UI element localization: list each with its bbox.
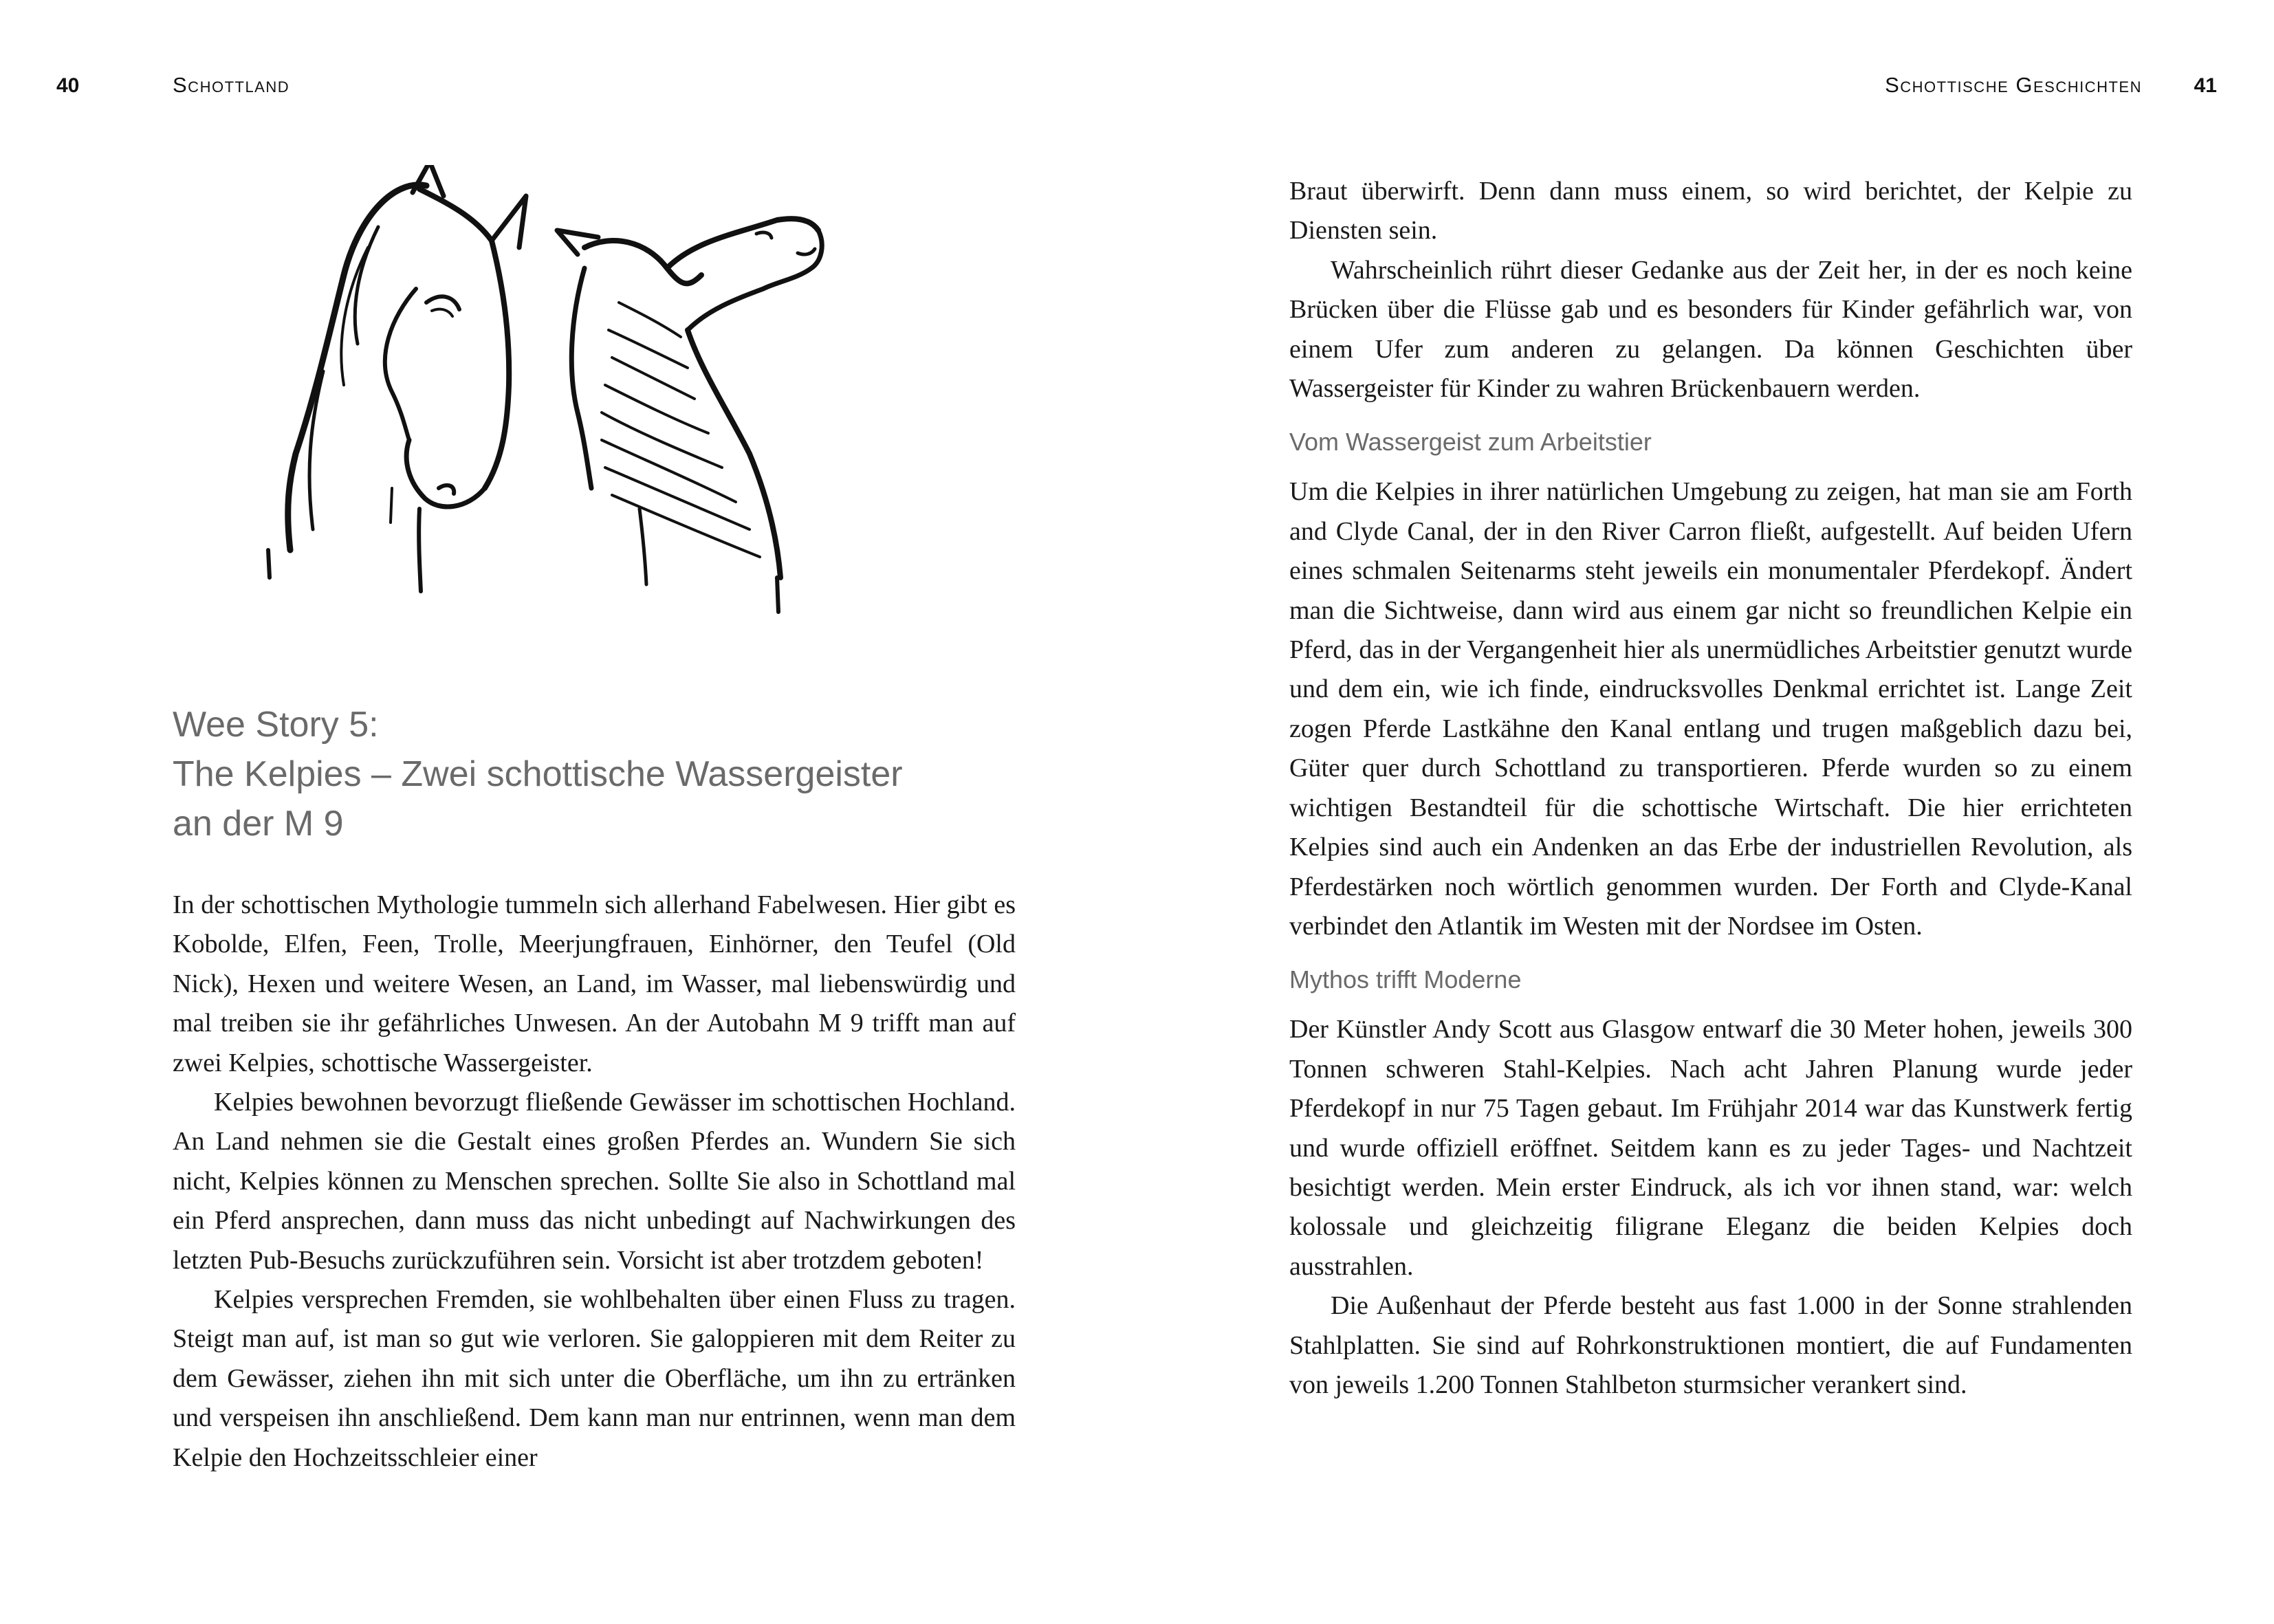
page-number: 41 bbox=[2194, 74, 2217, 97]
paragraph: Wahrscheinlich rührt dieser Gedanke aus der Zeit her, in der es noch keine Brücken über die Flüsse gab und es besonders für Kinder gefährlich war, von einem Ufer zum anderen zu gelangen. Da können Geschichten über Wassergeister für Kinder zu wahren Brückenbauern werden. bbox=[1289, 255, 2132, 404]
right-body-text bbox=[1289, 172, 2132, 1405]
paragraph: Kelpies bewohnen bevorzugt fließende Gewässer im schottischen Hochland. An Land nehmen sie die Gestalt eines großen Pferdes an. Wundern Sie sich nicht, Kelpies können zu Menschen sprechen. Sollte Sie also in Schottland mal ein Pferd ansprechen, dann muss das nicht unbedingt auf Nachwirkungen des letzten Pub-Besuchs zurückzuführen sein. Vorsicht ist aber trotzdem geboten! bbox=[173, 1088, 1016, 1275]
page-number: 40 bbox=[56, 74, 80, 97]
paragraph: Braut überwirft. Denn dann muss einem, so wird berichtet, der Kelpie zu Diensten sein. bbox=[1289, 177, 2132, 245]
heading-line: The Kelpies – Zwei schottische Wassergeister bbox=[173, 754, 903, 794]
left-body-text bbox=[173, 886, 1016, 1478]
paragraph: Kelpies versprechen Fremden, sie wohlbehalten über einen Fluss zu tragen. Steigt man auf, ist man so gut wie verloren. Sie galoppieren mit dem Reiter zu dem Gewässer, ziehen ihn mit sich unter die Oberfläche, um ihn zu ertränken und verspeisen ihn anschließend. Dem kann man nur entrinnen, wenn man dem Kelpie den Hochzeitsschleier einer bbox=[173, 1285, 1016, 1472]
paragraph: In der schottischen Mythologie tummeln sich allerhand Fabelwesen. Hier gibt es Kobolde, Elfen, Feen, Trolle, Meerjungfrauen, Einhörner, den Teufel (Old Nick), Hexen und weitere Wesen, an Land, im Wasser, mal liebenswürdig und mal treiben sie ihr gefährliches Unwesen. An der Autobahn M 9 trifft man auf zwei Kelpies, schottische Wassergeister. bbox=[173, 890, 1016, 1077]
section-subheading: Vom Wassergeist zum Arbeitstier bbox=[1289, 428, 1652, 457]
paragraph: Um die Kelpies in ihrer natürlichen Umgebung zu zeigen, hat man sie am Forth and Clyde Canal, der in den River Carron fließt, aufgestellt. Auf beiden Ufern eines schmalen Seitenarms steht jeweils ein monumentaler Pferdekopf. Ändert man die Sichtweise, dann wird aus einem gar nicht so freundlichen Kelpie ein Pferd, das in der Vergangenheit hier als unermüdliches Arbeitstier genutzt wurde und dem ein, wie ich finde, eindrucksvolles Denkmal errichtet ist. Lange Zeit zogen Pferde Lastkähne den Kanal entlang und trugen maßgeblich dazu bei, Güter quer durch Schottland zu transportieren. Pferde wurden so zu einem wichtigen Bestandteil für die schottische Wirtschaft. Die hier errichteten Kelpies sind auch ein Andenken an das Erbe der industriellen Revolution, als Pferdestärken noch wörtlich genommen wurden. Der Forth and Clyde-Kanal verbindet den Atlantik im Westen mit der Nordsee im Osten. bbox=[1289, 477, 2132, 941]
paragraph: Die Außenhaut der Pferde besteht aus fast 1.000 in der Sonne strahlenden Stahlplatten. Sie sind auf Rohrkonstruktionen montiert, die auf Fundamenten von jeweils 1.200 Tonnen Stahlbeton sturmsicher verankert sind. bbox=[1289, 1291, 2132, 1399]
right-page bbox=[1137, 0, 2273, 1624]
chapter-heading bbox=[173, 700, 1032, 848]
paragraph: Der Künstler Andy Scott aus Glasgow entwarf die 30 Meter hohen, jeweils 300 Tonnen schweren Stahl-Kelpies. Nach acht Jahren Planung wurde jeder Pferdekopf in nur 75 Tagen gebaut. Im Frühjahr 2014 war das Kunstwerk fertig und wurde offiziell eröffnet. Seitdem kann es zu jeder Tages- und Nachtzeit besichtigt werden. Mein erster Eindruck, als ich vor ihnen stand, war: welch kolossale und gleichzeitig filigrane Eleganz die beiden Kelpies doch ausstrahlen. bbox=[1289, 1015, 2132, 1281]
running-head: Schottische Geschichten bbox=[1885, 73, 2142, 97]
section-subheading: Mythos trifft Moderne bbox=[1289, 965, 1522, 994]
heading-line: an der M 9 bbox=[173, 804, 344, 844]
heading-line: Wee Story 5: bbox=[173, 705, 379, 745]
running-head: Schottland bbox=[173, 73, 290, 97]
kelpie-horse-heads-illustration bbox=[254, 165, 908, 646]
